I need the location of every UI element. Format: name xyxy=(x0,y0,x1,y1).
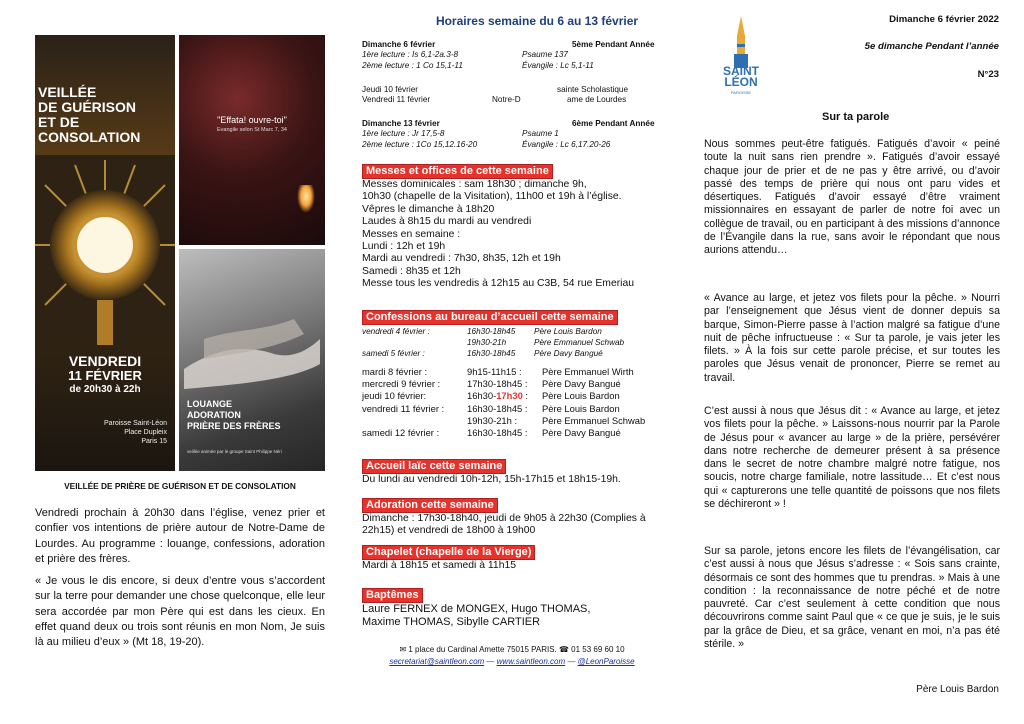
email-link[interactable]: secretariat@saintleon.com xyxy=(389,657,485,666)
poster-place-line: Paris 15 xyxy=(141,438,167,445)
confession-time-sep: : xyxy=(522,390,529,402)
poster-date-time: de 20h30 à 22h xyxy=(69,384,141,395)
baptism-names-line: Maxime THOMAS, Sibylle CARTIER xyxy=(362,616,541,628)
mass-line: Lundi : 12h et 19h xyxy=(362,241,446,253)
mass-line: Laudes à 8h15 du mardi au vendredi xyxy=(362,216,532,228)
mass-line: 10h30 (chapelle de la Visitation), 11h00 et 19h à l’église. xyxy=(362,191,622,203)
poster-quote-text: "Effata! ouvre-toi" xyxy=(217,115,287,125)
second-reading: 2ème lecture : 1 Co 15,1-11 xyxy=(362,60,463,70)
masses-list xyxy=(362,179,662,291)
chapelet-text: Mardi à 18h15 et samedi à 11h15 xyxy=(362,560,517,571)
gospel: Évangile : Lc 6,17.20-26 xyxy=(522,139,611,149)
confession-time xyxy=(467,390,528,402)
poster-animation-note: veillée animée par le groupe Saint Philippe Néri xyxy=(187,449,282,454)
confession-priest: Père Davy Bangué xyxy=(542,426,621,438)
church-spire-icon xyxy=(731,16,751,68)
psalm: Psaume 1 xyxy=(522,129,559,139)
confession-day: vendredi 11 février : xyxy=(362,402,445,414)
baptism-names-line: Laure FERNEX de MONGEX, Hugo THOMAS, xyxy=(362,603,591,615)
middle-column xyxy=(352,0,692,724)
confession-time: 9h15-11h15 : xyxy=(467,366,522,377)
feast-name-part: Notre-D xyxy=(492,95,521,105)
poster-title-line: CONSOLATION xyxy=(38,129,141,145)
confessions-heading: Confessions au bureau d’accueil cette semaine xyxy=(362,310,618,325)
confession-day: samedi 5 février : xyxy=(362,349,425,359)
candle-icon xyxy=(297,185,315,213)
gospel: Évangile : Lc 5,1-11 xyxy=(522,60,594,70)
confession-time: 19h30-21h xyxy=(467,338,507,348)
confession-day: mardi 8 février : xyxy=(362,366,428,377)
sunday-date: Dimanche 13 février xyxy=(362,119,440,128)
logo-subtitle: PAROISSE xyxy=(730,90,752,95)
confession-priest: Père Davy Bangué xyxy=(542,378,621,390)
logo-name-line: SAINT xyxy=(723,64,759,78)
sunday-readings-1 xyxy=(362,40,662,71)
parish-logo xyxy=(716,14,766,94)
editorial-paragraph: C’est aussi à nous que Jésus dit : « Avance au large, et jetez vos filets pour la pêche. » Laissons-nous nourrir par la Parole de Jésus pour « avancer au large » de la prière, persévérer dans notre recherche de demeurer présent à sa présence dans le secret de notre chambre malgré notre fatigue, nos soucis, notre charge familiale, notre lassitude… Et c’est nous qui « capturerons une telle quantité de poissons que nos filets se déchireront » ! xyxy=(704,405,1000,511)
confessions-table-week xyxy=(362,366,662,439)
feast-date: Vendredi 11 février xyxy=(362,95,431,105)
editorial-paragraph: « Avance au large, et jetez vos filets pour la pêche. » Nourri par l’enseignement que Jésus vient de donner depuis sa barque, Simon-Pierre passe à l’action malgré sa fatigue d’une nuit de pêche infructueuse : « Sur ta parole, je vais jeter les filets. » À la fois sur cette parole précise, et sur toutes les paroles que Jésus venait de prononcer, Pierre se remet au travail. xyxy=(704,292,1000,384)
confession-time: 16h30-18h45 xyxy=(467,327,516,336)
confession-priest: Père Emmanuel Schwab xyxy=(542,414,646,426)
confession-time: 19h30-21h : xyxy=(467,414,518,426)
first-reading: 1ère lecture : Jr 17,5-8 xyxy=(362,129,445,139)
editorial-signature: Père Louis Bardon xyxy=(916,684,999,695)
editorial-paragraph: Sur sa parole, jetons encore les filets de l’évangélisation, car c’est aussi à nous que Jésus s’adresse : « Sois sans crainte, désormais ce sont des hommes que tu prendras. » Mais à une condition : la reconnaissance de notre péché et de notre pauvreté. Car c’est seulement à cette condition que nous découvrirons comme saint Paul que « ce que je suis, je le suis par la grâce de Dieu, et sa grâce, venant en moi, n’a pas été stérile. » xyxy=(704,545,1000,651)
feast-name: sainte Scholastique xyxy=(557,85,629,94)
psalm: Psaume 137 xyxy=(522,50,568,60)
poster-place-line: Place Dupleix xyxy=(124,429,167,436)
confession-priest: Père Davy Bangué xyxy=(534,349,603,359)
right-column xyxy=(692,0,1024,724)
baptemes-names xyxy=(362,603,662,629)
sunday-title: 5ème Pendant Année xyxy=(572,40,655,49)
accueil-heading: Accueil laïc cette semaine xyxy=(362,459,506,474)
feast-name-part: ame de Lourdes xyxy=(567,95,627,105)
baptemes-heading: Baptêmes xyxy=(362,588,423,603)
confession-time: 16h30-18h45 xyxy=(467,349,516,359)
mass-line: Vêpres le dimanche à 18h20 xyxy=(362,203,495,215)
confession-time: 17h30-18h45 : xyxy=(467,378,528,390)
poster-quote xyxy=(179,115,325,133)
separator: — xyxy=(484,657,497,666)
poster-quote-panel xyxy=(179,35,325,245)
parish-contacts xyxy=(362,657,662,666)
poster-main-panel xyxy=(35,35,175,471)
poster-date-day: VENDREDI xyxy=(68,353,142,369)
sunday-title: 6ème Pendant Année xyxy=(572,119,655,128)
schedule-header: Horaires semaine du 6 au 13 février xyxy=(435,14,639,28)
confession-day: mercredi 9 février : xyxy=(362,378,441,390)
logo-name-line: LÉON xyxy=(724,75,758,89)
mass-line: Samedi : 8h35 et 12h xyxy=(362,265,461,277)
parish-address xyxy=(362,645,662,654)
accueil-text: Du lundi au vendredi 10h-12h, 15h-17h15 et 18h15-19h. xyxy=(362,474,621,485)
separator: — xyxy=(565,657,578,666)
poster-place-line: Paroisse Saint-Léon xyxy=(103,420,167,427)
poster-quote-source: Evangile selon St Marc 7, 34 xyxy=(216,127,287,133)
vigil-paragraph: Vendredi prochain à 20h30 dans l’église, venez prier et confier vos intentions de prière autour de Notre-Dame de Lourdes. Au programme : louange, confessions, adoration et prière des frères. xyxy=(35,507,325,565)
weekday-feasts xyxy=(362,85,662,106)
bulletin-date: Dimanche 6 février 2022 xyxy=(889,14,999,25)
poster-title xyxy=(35,85,178,145)
chapelet-heading: Chapelet (chapelle de la Vierge) xyxy=(362,545,535,560)
editorial-paragraph: Nous sommes peut-être fatigués. Fatigués d’avoir « peiné toute la nuit sans rien prendre ». Fatigués d’avoir essayé chaque jour de prier et de ne pas y être arrivé, ou d’avoir passé des temps de prière qui nous ont paru vides et désertiques. Fatigués d’avoir essayé d’être vraiment missionnaires en essayant de parler de notre foi avec un collègue de travail, ou en participant à des missions d’annonce de l’Évangile dans la rue, sans avoir le répondant que nous aurions attendu… xyxy=(704,138,1000,257)
monstrance-image xyxy=(35,155,175,345)
masses-heading: Messes et offices de cette semaine xyxy=(362,164,553,179)
poster-activity: PRIÈRE DES FRÈRES xyxy=(187,421,281,431)
mass-line: Messe tous les vendredis à 12h15 au C3B, 54 rue Emeriau xyxy=(362,278,635,290)
envelope-icon: ✉ xyxy=(399,645,409,654)
confession-priest: Père Louis Bardon xyxy=(534,327,602,336)
confession-priest: Père Louis Bardon xyxy=(542,402,620,414)
poster-place xyxy=(104,419,167,446)
scripture-quote: « Je vous le dis encore, si deux d’entre vous s’accordent sur la terre pour demander une chose quelconque, elle leur sera accordée par mon Père qui est dans les cieux. En effet quand deux ou trois sont réunis en mon Nom, Je suis là au milieu d’eux » (Mt 18, 19-20). xyxy=(35,575,325,649)
feast-date: Jeudi 10 février xyxy=(362,85,418,94)
social-link[interactable]: @LeonParoisse xyxy=(577,657,635,666)
mass-line: Mardi au vendredi : 7h30, 8h35, 12h et 19h xyxy=(362,253,561,265)
confession-day: vendredi 4 février : xyxy=(362,327,430,336)
confession-time-start: 16h30- xyxy=(467,390,497,402)
sunday-readings-2 xyxy=(362,119,662,150)
confession-time-end-highlight: 17h30 xyxy=(496,390,523,402)
confession-priest: Père Emmanuel Schwab xyxy=(534,338,625,348)
poster-date-month: 11 FÉVRIER xyxy=(68,368,142,383)
adoration-heading: Adoration cette semaine xyxy=(362,498,498,513)
confession-day: jeudi 10 février: xyxy=(362,390,427,402)
confession-priest: Père Louis Bardon xyxy=(542,390,620,402)
first-reading: 1ère lecture : Is 6,1-2a.3-8 xyxy=(362,50,459,60)
logo-name xyxy=(716,66,766,88)
confession-time: 16h30-18h45 : xyxy=(467,402,528,414)
confession-priest: Père Emmanuel Wirth xyxy=(542,366,634,377)
confessions-table xyxy=(362,326,662,360)
hands-image xyxy=(184,309,320,389)
liturgical-sunday: 5e dimanche Pendant l’année xyxy=(864,41,999,52)
poster-activity: ADORATION xyxy=(187,410,241,420)
bulletin-number: N°23 xyxy=(977,69,999,80)
poster-activities xyxy=(187,399,281,432)
address-text: 1 place du Cardinal Amette 75015 PARIS. ☎ 01 53 69 60 10 xyxy=(408,645,625,654)
poster-activity: LOUANGE xyxy=(187,399,232,409)
adoration-text: Dimanche : 17h30-18h40, jeudi de 9h05 à 22h30 (Complies à 22h15) et vendredi de 18h00 à 19h00 xyxy=(362,513,646,537)
sunday-date: Dimanche 6 février xyxy=(362,40,436,49)
confession-day: samedi 12 février : xyxy=(362,426,440,438)
left-column xyxy=(0,0,340,724)
poster-title-line: DE GUÉRISON xyxy=(38,99,137,115)
poster-hands-panel xyxy=(179,249,325,471)
poster-title-line: ET DE xyxy=(38,114,80,130)
poster-date xyxy=(35,353,175,396)
poster-title-line: VEILLÉE xyxy=(38,84,97,100)
vigil-poster xyxy=(35,35,325,471)
confession-time: 16h30-18h45 : xyxy=(467,426,528,438)
mass-line: Messes dominicales : sam 18h30 ; dimanche 9h, xyxy=(362,179,587,190)
mass-line: Messes en semaine : xyxy=(362,228,461,240)
second-reading: 2ème lecture : 1Co 15,12.16-20 xyxy=(362,139,478,149)
website-link[interactable]: www.saintleon.com xyxy=(496,657,566,666)
vigil-title: VEILLÉE DE PRIÈRE DE GUÉRISON ET DE CONSOLATION xyxy=(64,481,296,491)
editorial-title: Sur ta parole xyxy=(822,111,890,123)
